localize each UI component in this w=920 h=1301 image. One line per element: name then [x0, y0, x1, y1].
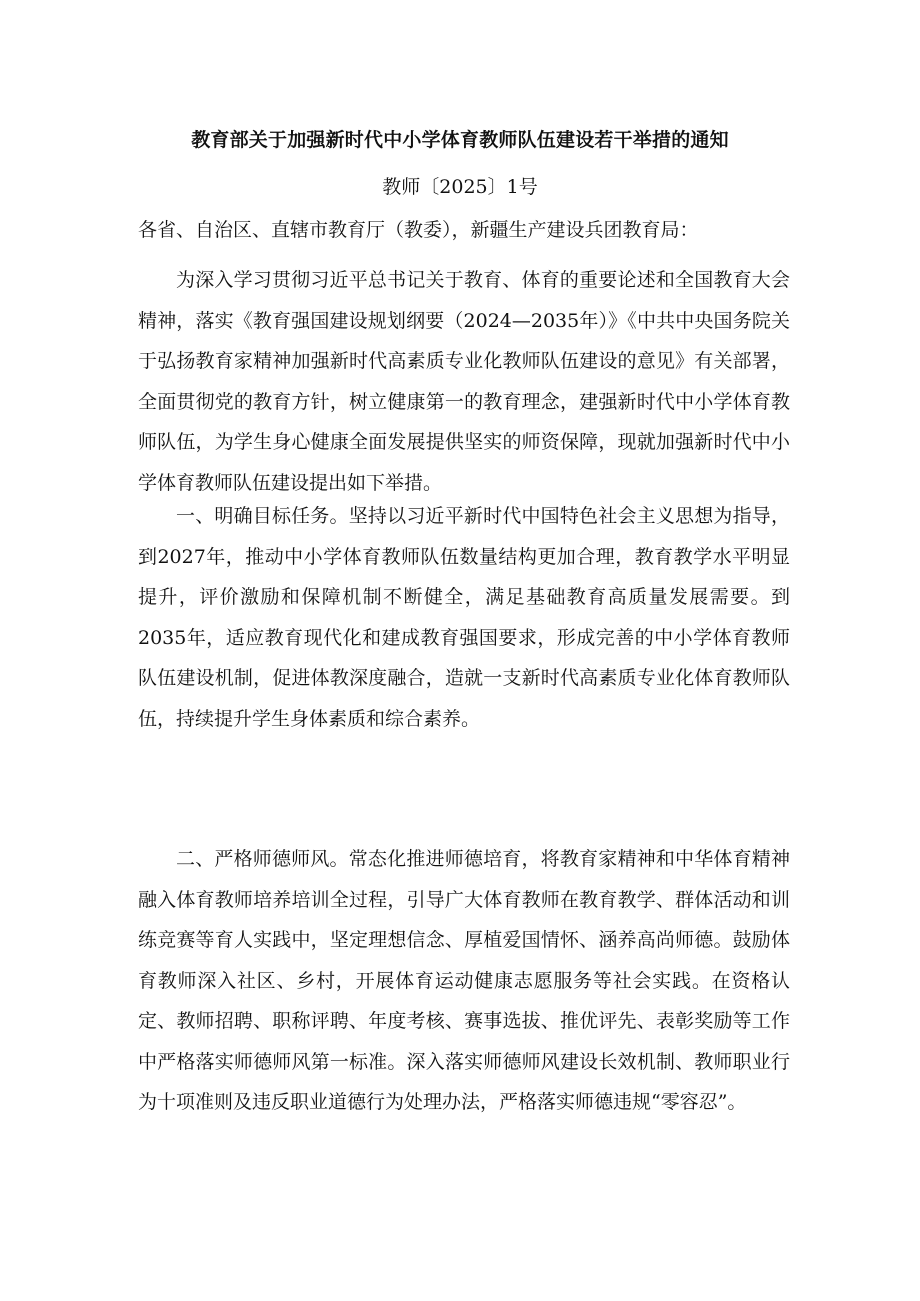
document-number: 教师〔2025〕1号	[382, 176, 538, 198]
document-title: 教育部关于加强新时代中小学体育教师队伍建设若干举措的通知	[191, 129, 729, 151]
paragraph-intro: 为深入学习贯彻习近平总书记关于教育、体育的重要论述和全国教育大会精神，落实《教育强国建设规划纲要（2024—2035年）》《中共中央国务院关于弘扬教育家精神加强新时代高素质专业化教师队伍建设的意见》有关部署，全面贯彻党的教育方针，树立健康第一的教育理念，建强新时代中小学体育教师队伍，为学生身心健康全面发展提供坚实的师资保障，现就加强新时代中小学体育教师队伍建设提出如下举措。	[138, 269, 790, 494]
paragraph-section-1: 一、明确目标任务。坚持以习近平新时代中国特色社会主义思想为指导，到2027年，推动中小学体育教师队伍数量结构更加合理，教育教学水平明显提升，评价激励和保障机制不断健全，满足基础教育高质量发展需要。到2035年，适应教育现代化和建成教育强国要求，形成完善的中小学体育教师队伍建设机制，促进体教深度融合，造就一支新时代高素质专业化体育教师队伍，持续提升学生身体素质和综合素养。	[138, 505, 790, 730]
addressee-line: 各省、自治区、直辖市教育厅（教委），新疆生产建设兵团教育局：	[138, 219, 699, 241]
paragraph-section-2: 二、严格师德师风。常态化推进师德培育，将教育家精神和中华体育精神融入体育教师培养培训全过程，引导广大体育教师在教育教学、群体活动和训练竞赛等育人实践中，坚定理想信念、厚植爱国情怀、涵养高尚师德。鼓励体育教师深入社区、乡村，开展体育运动健康志愿服务等社会实践。在资格认定、教师招聘、职称评聘、年度考核、赛事选拔、推优评先、表彰奖励等工作中严格落实师德师风第一标准。深入落实师德师风建设长效机制、教师职业行为十项准则及违反职业道德行为处理办法，严格落实师德违规“零容忍”。	[138, 848, 790, 1113]
